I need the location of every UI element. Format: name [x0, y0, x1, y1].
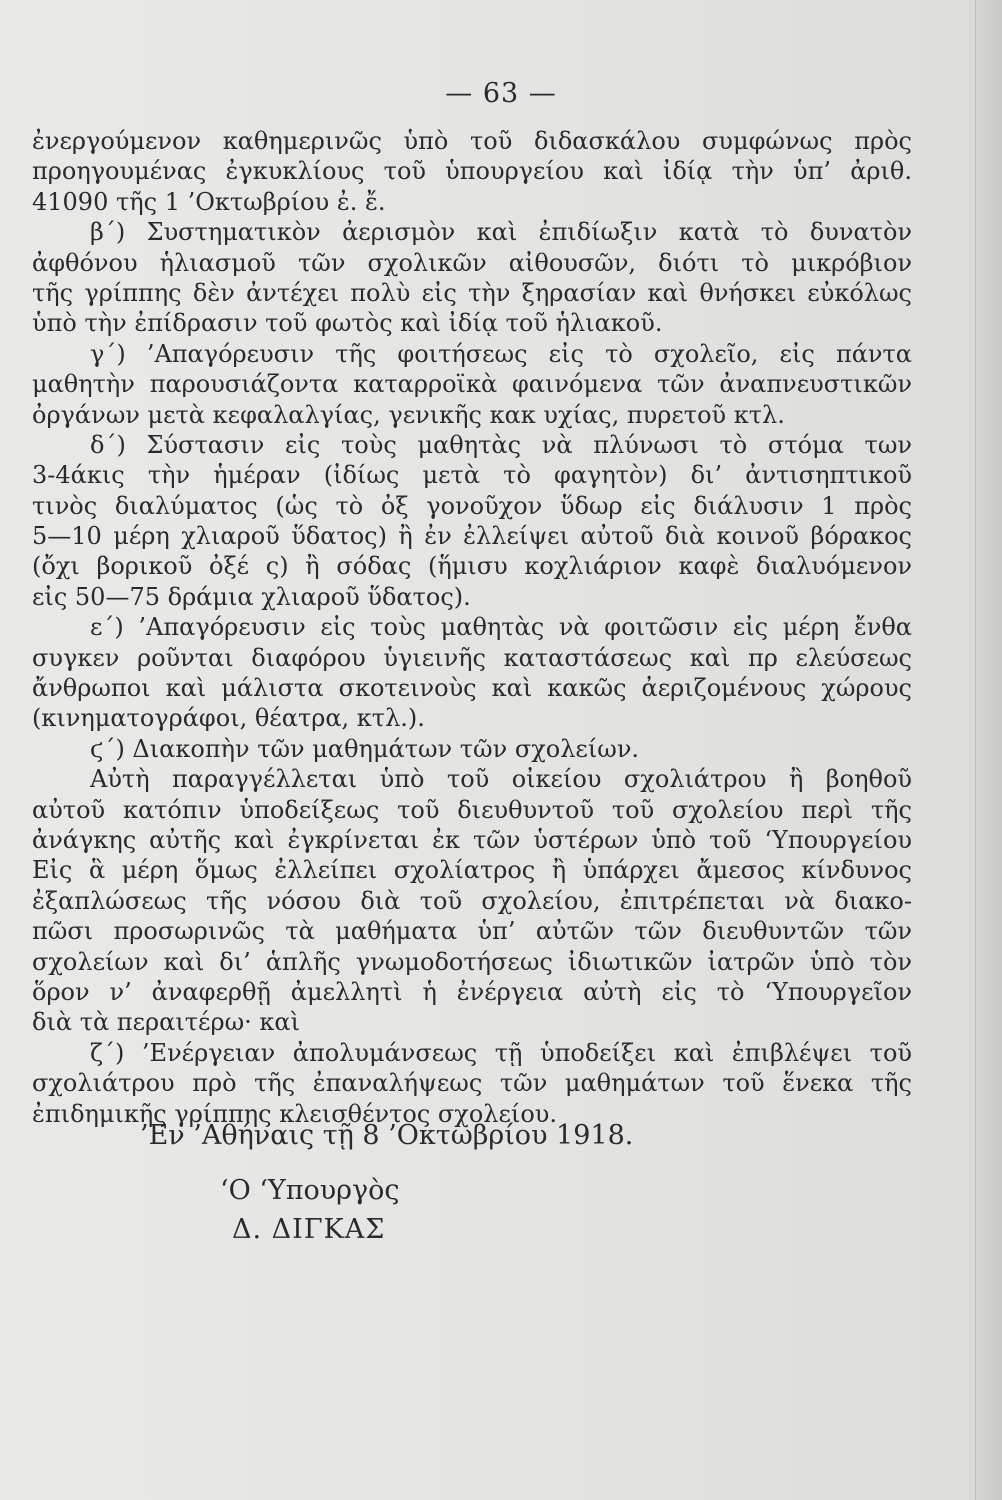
text-line: ἄνθρωποι καὶ μάλιστα σκοτεινοὺς καὶ κακῶς ἀεριζομένους χώρους — [32, 674, 912, 703]
text-line: ὀργάνων μετὰ κεφαλαλγίας, γενικῆς κακ υχίας, πυρετοῦ κτλ. — [32, 400, 785, 429]
text-line: εἰς 50—75 δράμια χλιαροῦ ὕδατος). — [32, 582, 471, 611]
page-edge — [975, 0, 1002, 1500]
text-line: μαθητὴν παρουσιάζοντα καταρροϊκὰ φαινόμενα τῶν ἀναπνευστικῶν — [32, 370, 912, 399]
text-line: διὰ τὰ περαιτέρω· καὶ — [32, 1008, 301, 1037]
text-line: ὅρον ν’ ἀναφερθῇ ἀμελλητὶ ἡ ἐνέργεια αὐτὴ εἰς τὸ ‘Υπουργεῖον — [32, 977, 912, 1006]
body-text — [32, 126, 912, 1129]
text-line: προηγουμένας ἐγκυκλίους τοῦ ὑπουργείου καὶ ἰδίᾳ τὴν ὑπ’ ἀριθ. — [32, 157, 912, 186]
text-line: ἐξαπλώσεως τῆς νόσου διὰ τοῦ σχολείου, ἐπιτρέπεται νὰ διακο- — [32, 886, 912, 915]
signature-name: Δ. ΔΙΓΚΑΣ — [232, 1214, 386, 1245]
page-number: — 63 — — [445, 78, 557, 109]
text-line: τῆς γρίππης δὲν ἀντέχει πολὺ εἰς τὴν ξηρασίαν καὶ θνήσκει εὐκόλως — [32, 278, 912, 307]
text-line: σχολιάτρου πρὸ τῆς ἐπαναλήψεως τῶν μαθημάτων τοῦ ἕνεκα τῆς — [32, 1069, 912, 1098]
signature-date-line: ’Εν ’Αθήναις τῇ 8 ’Οκτωβρίου 1918. — [140, 1120, 634, 1151]
text-line: (ὄχι βορικοῦ ὀξέ ς) ἢ σόδας (ἥμισυ κοχλιάριον καφὲ διαλυόμενον — [32, 552, 912, 581]
text-line: 5—10 μέρη χλιαροῦ ὕδατος) ἢ ἐν ἐλλείψει αὐτοῦ διὰ κοινοῦ βόρακος — [32, 522, 912, 551]
text-line: σχολείων καὶ δι’ ἁπλῆς γνωμοδοτήσεως ἰδιωτικῶν ἰατρῶν ὑπὸ τὸν — [32, 947, 912, 976]
text-line: συγκεν ροῦνται διαφόρου ὑγιεινῆς καταστάσεως καὶ πρ ελεύσεως — [32, 643, 912, 672]
text-line: τινὸς διαλύματος (ὡς τὸ ὀξ γονοῦχον ὕδωρ εἰς διάλυσιν 1 πρὸς — [32, 491, 912, 520]
text-line: δ΄) Σύστασιν εἰς τοὺς μαθητὰς νὰ πλύνωσι τὸ στόμα των — [90, 430, 912, 459]
text-line: 41090 τῆς 1 ’Οκτωβρίου ἐ. ἔ. — [32, 187, 386, 216]
text-line: ἀφθόνου ἡλιασμοῦ τῶν σχολικῶν αἰθουσῶν, διότι τὸ μικρόβιον — [32, 248, 912, 277]
text-line: πῶσι προσωρινῶς τὰ μαθήματα ὑπ’ αὐτῶν τῶν διευθυντῶν τῶν — [32, 917, 912, 946]
text-line: ε΄) ’Απαγόρευσιν εἰς τοὺς μαθητὰς νὰ φοιτῶσιν εἰς μέρη ἔνθα — [90, 613, 912, 642]
text-line: ἐνεργούμενον καθημερινῶς ὑπὸ τοῦ διδασκάλου συμφώνως πρὸς — [32, 127, 912, 155]
text-line: β΄) Συστηματικὸν ἀερισμὸν καὶ ἐπιδίωξιν κατὰ τὸ δυνατὸν — [90, 218, 912, 247]
text-line: 3-4άκις τὴν ἡμέραν (ἰδίως μετὰ τὸ φαγητὸν) δι’ ἀντισηπτικοῦ — [32, 461, 912, 490]
signature-title: ‘Ο ‘Υπουργὸς — [220, 1175, 400, 1206]
text-line: Αὐτὴ παραγγέλλεται ὑπὸ τοῦ οἰκείου σχολιάτρου ἢ βοηθοῦ — [90, 765, 912, 794]
text-line: ζ΄) ’Ενέργειαν ἀπολυμάνσεως τῇ ὑποδείξει καὶ ἐπιβλέψει τοῦ — [90, 1038, 912, 1067]
text-line: ἐπιδημικῆς γρίππης κλεισθέντος σχολείου. — [32, 1099, 558, 1128]
text-line: Εἰς ἃ μέρη ὅμως ἐλλείπει σχολίατρος ἢ ὑπάρχει ἄμεσος κίνδυνος — [32, 856, 912, 885]
text-line: ϛ΄) Διακοπὴν τῶν μαθημάτων τῶν σχολείων. — [90, 734, 640, 763]
text-line: ἀνάγκης αὐτῆς καὶ ἐγκρίνεται ἐκ τῶν ὑστέρων ὑπὸ τοῦ ‘Υπουργείου — [32, 825, 912, 854]
text-line: ὑπὸ τὴν ἐπίδρασιν τοῦ φωτὸς καὶ ἰδίᾳ τοῦ ἡλιακοῦ. — [32, 309, 663, 338]
text-line: (κινηματογράφοι, θέατρα, κτλ.). — [32, 704, 425, 733]
text-line: αὐτοῦ κατόπιν ὑποδείξεως τοῦ διευθυντοῦ τοῦ σχολείου περὶ τῆς — [32, 795, 912, 824]
text-line: γ΄) ’Απαγόρευσιν τῆς φοιτήσεως εἰς τὸ σχολεῖο, εἰς πάντα — [90, 339, 912, 368]
